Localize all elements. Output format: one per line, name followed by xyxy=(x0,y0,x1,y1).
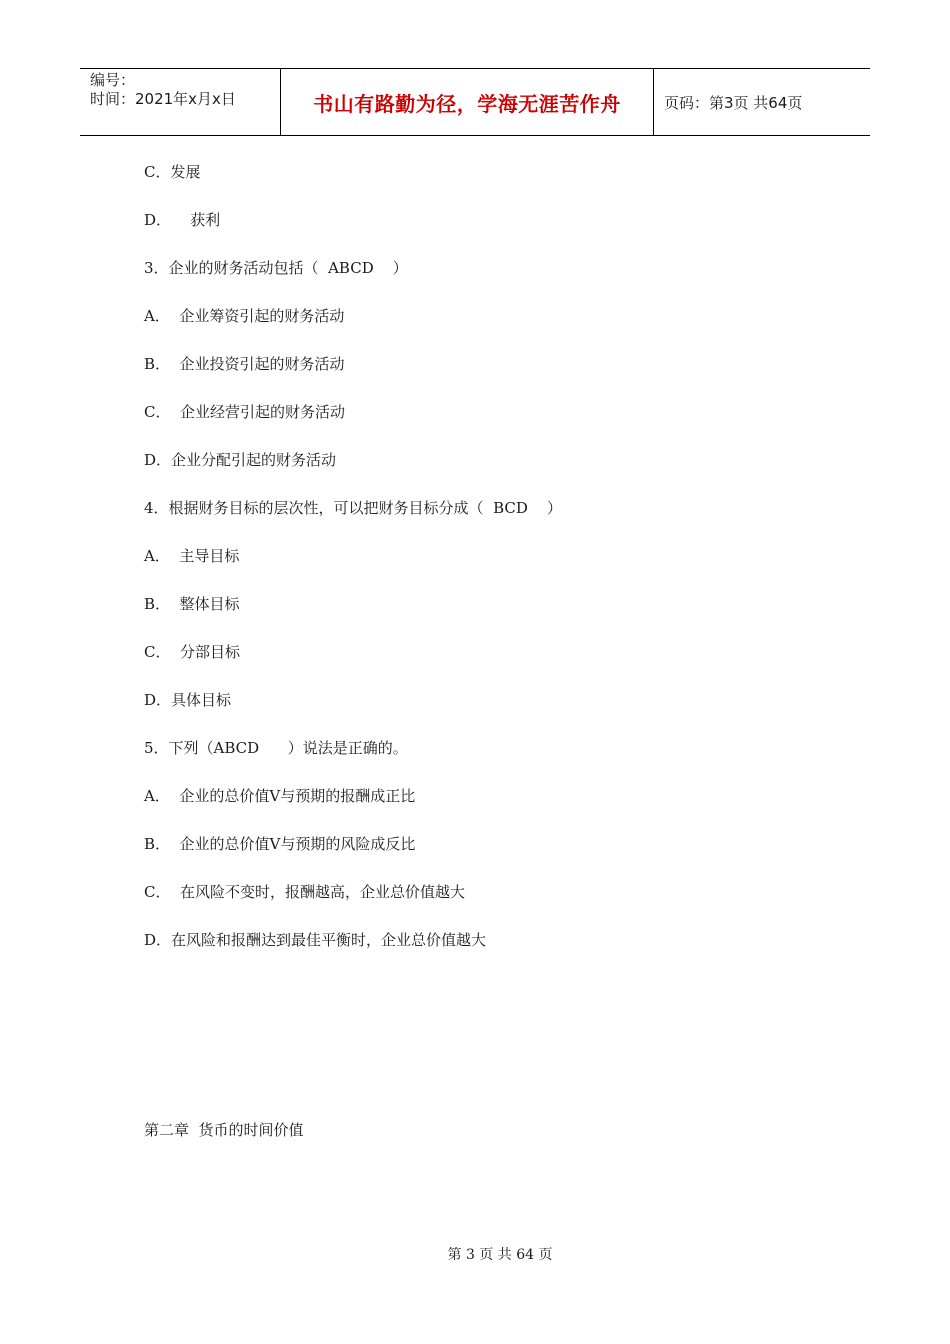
option-line: D．企业分配引起的财务活动 xyxy=(144,451,337,469)
option-line: D．在风险和报酬达到最佳平衡时，企业总价值越大 xyxy=(144,931,487,949)
option-line: D．具体目标 xyxy=(144,691,232,709)
option-line: A． 企业筹资引起的财务活动 xyxy=(144,307,345,325)
question-line: 5．下列（ABCD ）说法是正确的。 xyxy=(144,739,408,757)
document-body xyxy=(144,158,844,974)
option-line: A． 企业的总价值V与预期的报酬成正比 xyxy=(144,787,416,805)
option-line: C． 企业经营引起的财务活动 xyxy=(144,403,346,421)
document-number-label: 编号： xyxy=(90,71,136,89)
option-line: C．发展 xyxy=(144,163,201,181)
option-line: A． 主导目标 xyxy=(144,547,240,565)
page-header xyxy=(80,68,870,136)
header-meta xyxy=(80,69,281,135)
option-line: B． 企业投资引起的财务活动 xyxy=(144,355,345,373)
option-line: C． 在风险不变时，报酬越高，企业总价值越大 xyxy=(144,883,466,901)
header-page-info: 页码：第3页 共64页 xyxy=(664,93,803,112)
option-line: D． 获利 xyxy=(144,211,221,229)
question-line: 4．根据财务目标的层次性，可以把财务目标分成（ BCD ） xyxy=(144,499,562,517)
document-date: 时间：2021年x月x日 xyxy=(90,90,236,108)
chapter-title: 第二章 货币的时间价值 xyxy=(144,1121,304,1139)
option-line: B． 整体目标 xyxy=(144,595,240,613)
question-line: 3．企业的财务活动包括（ ABCD ） xyxy=(144,259,408,277)
option-line: C． 分部目标 xyxy=(144,643,241,661)
option-line: B． 企业的总价值V与预期的风险成反比 xyxy=(144,835,416,853)
header-motto: 书山有路勤为径，学海无涯苦作舟 xyxy=(281,69,654,135)
page-footer: 第 3 页 共 64 页 xyxy=(447,1247,553,1263)
